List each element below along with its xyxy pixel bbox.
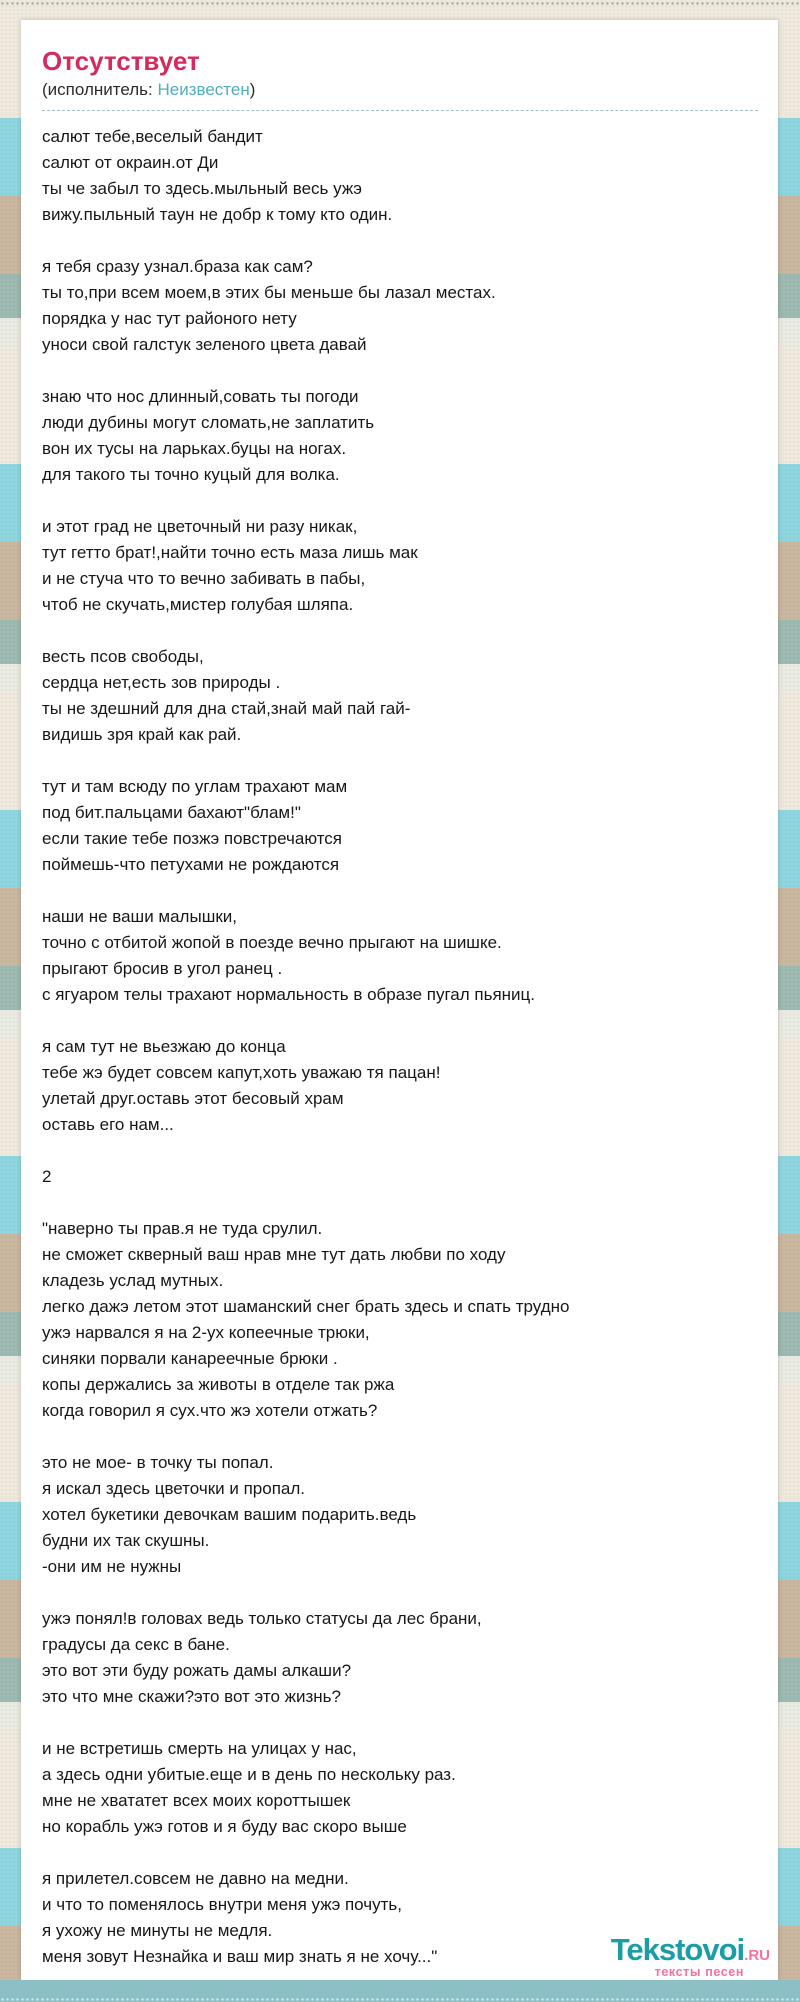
lyric-line: -они им не нужны [42,1557,182,1576]
lyric-line: ужэ понял!в головах ведь только статусы да лес брани, [42,1609,482,1628]
lyric-line: я сам тут не вьезжаю до конца [42,1037,286,1056]
lyric-line: и что то поменялось внутри меня ужэ почуть, [42,1895,402,1914]
lyric-line: весть псов свободы, [42,647,204,666]
lyric-line: хотел букетики девочкам вашим подарить.ведь [42,1505,417,1524]
lyric-line: не сможет скверный ваш нрав мне тут дать любви по ходу [42,1245,506,1264]
content-panel [21,20,778,1980]
lyric-line: когда говорил я сух.что жэ хотели отжать? [42,1401,378,1420]
lyric-line: с ягуаром телы трахают нормальность в образе пугал пьяниц. [42,985,536,1004]
lyric-line: и не встретишь смерть на улицах у нас, [42,1739,357,1758]
lyric-line: я искал здесь цветочки и пропал. [42,1479,306,1498]
lyric-line: градусы да секс в бане. [42,1635,230,1654]
page-title: Отсутствует [42,46,200,76]
lyric-line: синяки порвали канареечные брюки . [42,1349,338,1368]
lyric-line: я тебя сразу узнал.браза как сам? [42,257,313,276]
lyric-line: уноси свой галстук зеленого цвета давай [42,335,367,354]
stanza [42,1736,758,1840]
lyric-line: тут и там всюду по углам трахают мам [42,777,348,796]
dashed-divider [42,110,758,111]
logo-wordmark: Tekstovoi [610,1931,745,1967]
lyric-line: это не мое- в точку ты попал. [42,1453,274,1472]
lyric-line: я прилетел.совсем не давно на медни. [42,1869,349,1888]
lyric-line: и не стуча что то вечно забивать в пабы, [42,569,366,588]
lyric-line: тут гетто брат!,найти точно есть маза лишь мак [42,543,418,562]
lyric-line: для такого ты точно куцый для волка. [42,465,340,484]
lyric-line: тебе жэ будет совсем капут,хоть уважаю тя пацан! [42,1063,441,1082]
stanza [42,514,758,618]
lyric-line: ужэ нарвался я на 2-ух копеечные трюки, [42,1323,370,1342]
lyric-line: видишь зря край как рай. [42,725,242,744]
lyric-line: улетай друг.оставь этот бесовый храм [42,1089,344,1108]
lyric-line: 2 [42,1167,52,1186]
stanza [42,644,758,748]
artist-line [42,79,758,101]
top-dotted-border [0,0,800,6]
lyric-line: прыгают бросив в угол ранец . [42,959,283,978]
logo-tld: .RU [744,1946,770,1964]
lyric-line: чтоб не скучать,мистер голубая шляпа. [42,595,354,614]
lyric-line: это что мне скажи?это вот это жизнь? [42,1687,341,1706]
lyric-line: а здесь одни убитые.еще и в день по нескольку раз. [42,1765,456,1784]
stanza [42,774,758,878]
artist-suffix: ) [249,80,256,99]
stanza [42,1034,758,1138]
stanza [42,1450,758,1580]
lyric-line: люди дубины могут сломать,не заплатить [42,413,375,432]
lyric-line: ты то,при всем моем,в этих бы меньше бы лазал местах. [42,283,496,302]
artist-label: (исполнитель: [42,80,158,99]
lyric-line: я ухожу не минуты не медля. [42,1921,273,1940]
logo-tagline: тексты песен [654,1964,744,1979]
lyric-line: оставь его нам... [42,1115,174,1134]
lyric-line: будни их так скушны. [42,1531,210,1550]
lyric-line: "наверно ты прав.я не туда срулил. [42,1219,323,1238]
stanza [42,124,758,228]
lyric-line: легко дажэ летом этот шаманский снег брать здесь и спать трудно [42,1297,570,1316]
lyrics-text [42,124,758,1970]
stanza [42,904,758,1008]
lyric-line: наши не ваши малышки, [42,907,237,926]
lyric-line: меня зовут Незнайка и ваш мир знать я не хочу..." [42,1947,438,1966]
lyric-line: ты не здешний для дна стай,знай май пай гай- [42,699,411,718]
stanza [42,384,758,488]
lyric-line: это вот эти буду рожать дамы алкаши? [42,1661,352,1680]
lyric-line: под бит.пальцами бахают"блам!" [42,803,301,822]
stanza [42,1164,758,1190]
lyric-line: если такие тебе позжэ повстречаются [42,829,342,848]
lyric-line: но корабль ужэ готов и я буду вас скоро выше [42,1817,407,1836]
lyric-line: точно с отбитой жопой в поезде вечно прыгают на шишке. [42,933,502,952]
stanza [42,1216,758,1424]
lyric-line: копы держались за животы в отделе так ржа [42,1375,395,1394]
lyric-line: вижу.пыльный таун не добр к тому кто один. [42,205,393,224]
lyric-line: мне не хвататет всех моих короттышек [42,1791,351,1810]
lyric-line: вон их тусы на ларьках.буцы на ногах. [42,439,347,458]
bottom-teal-band [0,1980,800,2002]
lyric-line: знаю что нос длинный,совать ты погоди [42,387,359,406]
artist-link[interactable]: Неизвестен [157,80,250,99]
stanza [42,254,758,358]
site-logo[interactable] [610,1931,770,1979]
lyric-line: ты че забыл то здесь.мыльный весь ужэ [42,179,362,198]
lyric-line: поймешь-что петухами не рождаются [42,855,340,874]
stanza [42,1606,758,1710]
lyric-line: порядка у нас тут районого нету [42,309,297,328]
lyric-line: кладезь услад мутных. [42,1271,224,1290]
lyric-line: салют от окраин.от Ди [42,153,219,172]
lyric-line: и этот град не цветочный ни разу никак, [42,517,358,536]
lyric-line: салют тебе,веселый бандит [42,127,263,146]
lyric-line: сердца нет,есть зов природы . [42,673,281,692]
